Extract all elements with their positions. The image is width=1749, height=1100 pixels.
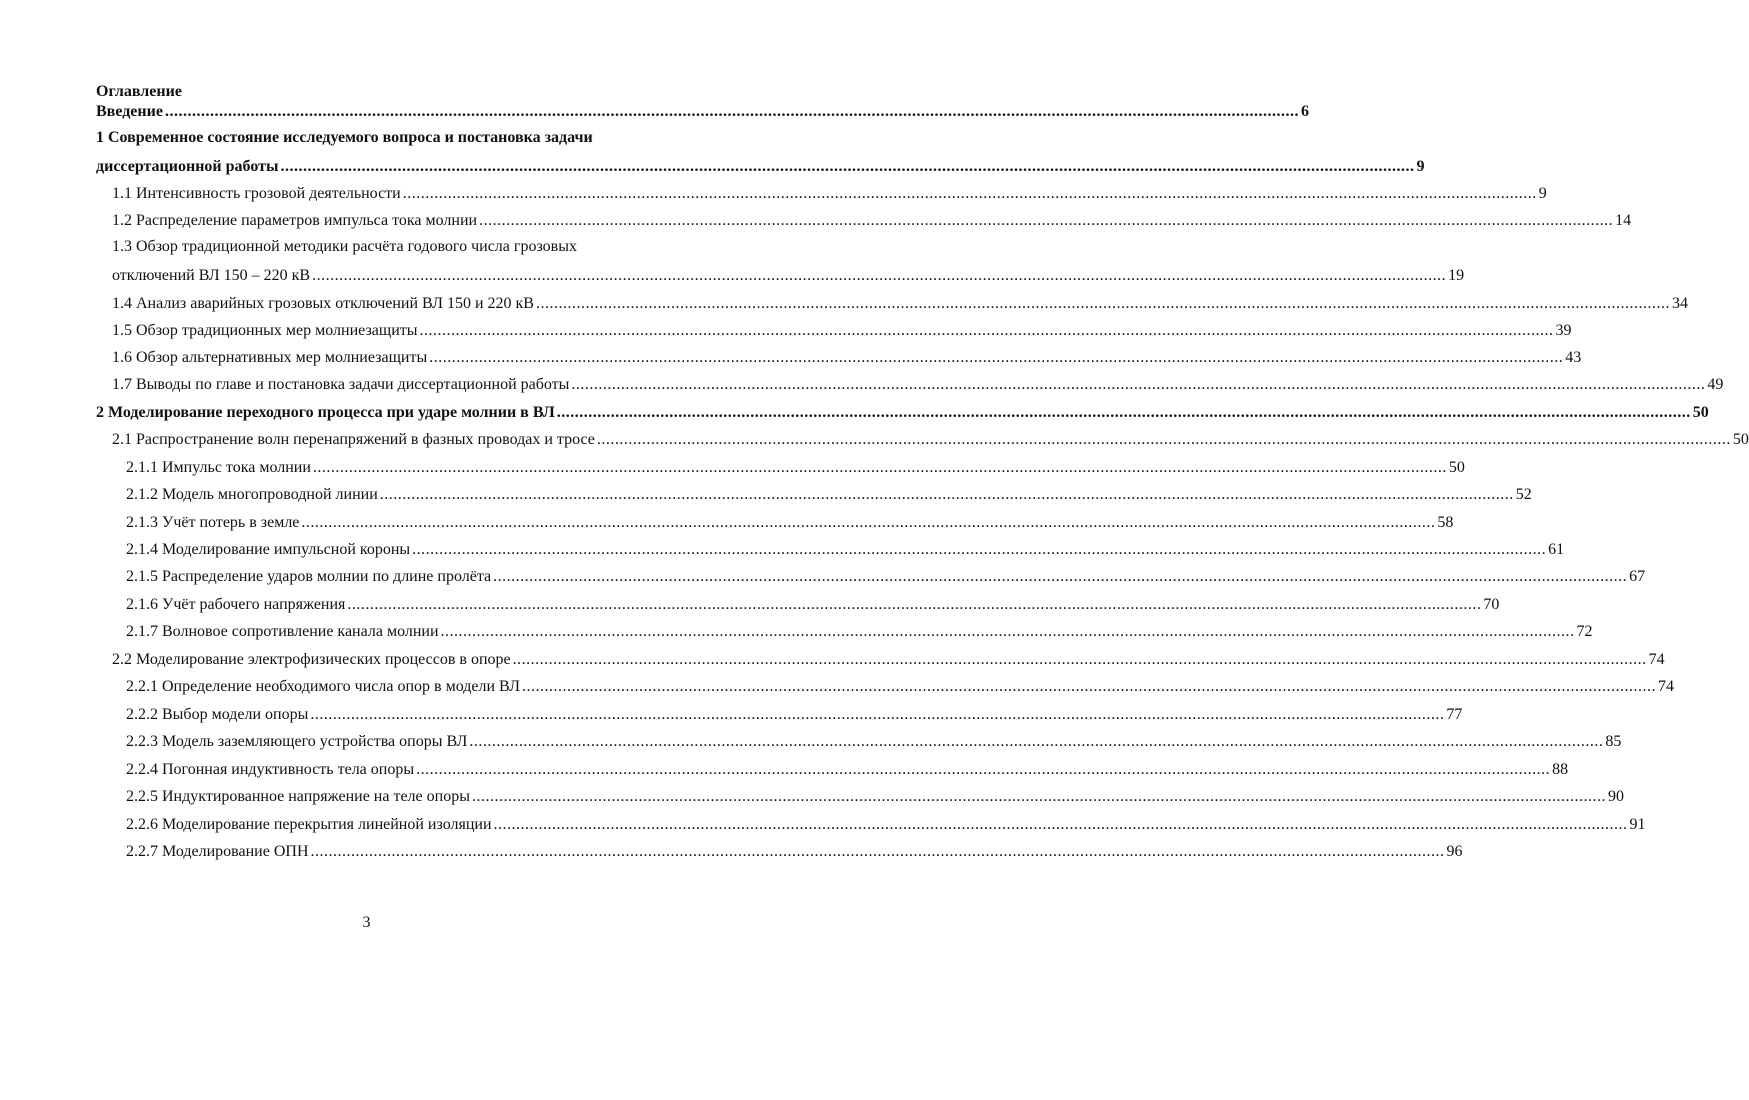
toc-leader: ............................................................................................................................................................................................................................................................: [429, 349, 1564, 366]
toc-entry-page: 50: [1448, 459, 1465, 476]
toc-entry-2-1-6[interactable]: [126, 593, 1500, 615]
toc-entry-title: отключений ВЛ 150 – 220 кВ: [112, 267, 311, 284]
toc-leader: ............................................................................................................................................................................................................................................................: [419, 322, 1554, 339]
toc-entry-1-2[interactable]: [112, 209, 1632, 231]
toc-entry-title: 2.1.6 Учёт рабочего напряжения: [126, 596, 346, 613]
toc-entry-title: 2.1.1 Импульс тока молнии: [126, 459, 311, 476]
toc-entry-title: 2 Моделирование переходного процесса при ударе молнии в ВЛ: [96, 404, 555, 421]
toc-leader: ............................................................................................................................................................................................................................................................: [596, 431, 1731, 448]
toc-entry-chapter-1-line1: 1 Современное состояние исследуемого вопроса и постановка задачи: [96, 129, 593, 146]
toc-leader: ............................................................................................................................................................................................................................................................: [493, 816, 1628, 833]
toc-entry-page: 52: [1515, 486, 1532, 503]
toc-entry-2-1-4[interactable]: [126, 538, 1565, 560]
toc-entry-title: 1.4 Анализ аварийных грозовых отключений ВЛ 150 и 220 кВ: [112, 295, 534, 312]
toc-entry-2-2-7[interactable]: [126, 840, 1463, 862]
toc-entry-2-1-1[interactable]: [126, 456, 1465, 478]
toc-leader: ............................................................................................................................................................................................................................................................: [347, 596, 1482, 613]
toc-entry-2-2-2[interactable]: [126, 703, 1463, 725]
toc-leader: ............................................................................................................................................................................................................................................................: [379, 486, 1514, 503]
toc-leader: ............................................................................................................................................................................................................................................................: [479, 212, 1614, 229]
toc-entry-title: 1.2 Распределение параметров импульса тока молнии: [112, 212, 478, 229]
toc-entry-2-1-5[interactable]: [126, 565, 1646, 587]
toc-entry-title: 2.2.7 Моделирование ОПН: [126, 843, 309, 860]
toc-entry-page: 49: [1707, 376, 1724, 393]
toc-leader: ............................................................................................................................................................................................................................................................: [280, 158, 1415, 175]
toc-entry-title: 1.6 Обзор альтернативных мер молниезащиты: [112, 349, 428, 366]
toc-entry-page: 6: [1300, 103, 1309, 120]
toc-entry-page: 50: [1692, 404, 1709, 421]
toc-entry-1-3[interactable]: [112, 264, 1465, 286]
toc-entry-page: 77: [1446, 706, 1463, 723]
toc-entry-1-3-line1: 1.3 Обзор традиционной методики расчёта годового числа грозовых: [112, 238, 577, 255]
toc-entry-title: 2.1.3 Учёт потерь в земле: [126, 514, 300, 531]
toc-entry-chapter-1[interactable]: [96, 155, 1425, 177]
toc-leader: ............................................................................................................................................................................................................................................................: [571, 376, 1706, 393]
toc-entry-title: 2.2.5 Индуктированное напряжение на теле опоры: [126, 788, 470, 805]
toc-entry-1-5[interactable]: [112, 319, 1572, 341]
toc-entry-2-2-5[interactable]: [126, 785, 1624, 807]
toc-entry-title: 1.7 Выводы по главе и постановка задачи диссертационной работы: [112, 376, 570, 393]
toc-leader: ............................................................................................................................................................................................................................................................: [310, 843, 1445, 860]
toc-leader: ............................................................................................................................................................................................................................................................: [471, 788, 1606, 805]
toc-entry-intro[interactable]: [96, 100, 1309, 122]
toc-entry-page: 43: [1565, 349, 1582, 366]
toc-entry-page: 9: [1538, 185, 1547, 202]
toc-entry-page: 50: [1732, 431, 1749, 448]
toc-leader: ............................................................................................................................................................................................................................................................: [301, 514, 1436, 531]
toc-leader: ............................................................................................................................................................................................................................................................: [440, 623, 1575, 640]
toc-leader: ............................................................................................................................................................................................................................................................: [535, 295, 1670, 312]
toc-leader: ............................................................................................................................................................................................................................................................: [493, 568, 1628, 585]
toc-entry-2-1-7[interactable]: [126, 620, 1593, 642]
toc-entry-title: 2.2.4 Погонная индуктивность тела опоры: [126, 761, 415, 778]
toc-entry-page: 74: [1657, 678, 1674, 695]
toc-entry-page: 74: [1648, 651, 1665, 668]
toc-entry-page: 91: [1629, 816, 1646, 833]
toc-entry-page: 9: [1416, 158, 1425, 175]
toc-entry-page: 34: [1671, 295, 1688, 312]
toc-heading: Оглавление: [96, 83, 182, 100]
toc-entry-chapter-2[interactable]: [96, 401, 1709, 423]
toc-entry-title: 2.2.6 Моделирование перекрытия линейной изоляции: [126, 816, 492, 833]
toc-entry-page: 96: [1446, 843, 1463, 860]
toc-entry-page: 88: [1552, 761, 1569, 778]
toc-leader: ............................................................................................................................................................................................................................................................: [310, 706, 1445, 723]
toc-entry-page: 85: [1605, 733, 1622, 750]
toc-leader: ............................................................................................................................................................................................................................................................: [416, 761, 1551, 778]
toc-entry-page: 70: [1483, 596, 1500, 613]
toc-leader: ............................................................................................................................................................................................................................................................: [469, 733, 1604, 750]
toc-leader: ............................................................................................................................................................................................................................................................: [512, 651, 1647, 668]
toc-entry-title: 2.2.3 Модель заземляющего устройства опоры ВЛ: [126, 733, 468, 750]
toc-entry-page: 61: [1548, 541, 1565, 558]
page-number: 3: [362, 914, 371, 931]
toc-entry-page: 72: [1576, 623, 1593, 640]
toc-entry-title: 1.5 Обзор традиционных мер молниезащиты: [112, 322, 418, 339]
toc-entry-page: 90: [1607, 788, 1624, 805]
toc-entry-page: 58: [1437, 514, 1454, 531]
toc-entry-title: 2.1.2 Модель многопроводной линии: [126, 486, 378, 503]
toc-entry-1-7[interactable]: [112, 373, 1724, 395]
toc-entry-title: 2.2 Моделирование электрофизических процессов в опоре: [112, 651, 511, 668]
toc-entry-page: 14: [1615, 212, 1632, 229]
toc-entry-title: 2.1.5 Распределение ударов молнии по длине пролёта: [126, 568, 492, 585]
toc-entry-page: 39: [1555, 322, 1572, 339]
toc-entry-title: 2.1.4 Моделирование импульсной короны: [126, 541, 411, 558]
toc-leader: ............................................................................................................................................................................................................................................................: [521, 678, 1656, 695]
toc-leader: ............................................................................................................................................................................................................................................................: [412, 541, 1547, 558]
toc-leader: ............................................................................................................................................................................................................................................................: [402, 185, 1537, 202]
toc-entry-title: 2.2.1 Определение необходимого числа опор в модели ВЛ: [126, 678, 520, 695]
toc-entry-page: 67: [1629, 568, 1646, 585]
toc-leader: ............................................................................................................................................................................................................................................................: [312, 267, 1447, 284]
toc-entry-title: 1.1 Интенсивность грозовой деятельности: [112, 185, 401, 202]
toc-entry-2-1-2[interactable]: [126, 483, 1532, 505]
toc-entry-page: 19: [1448, 267, 1465, 284]
toc-entry-title: 2.1 Распространение волн перенапряжений в фазных проводах и тросе: [112, 431, 595, 448]
toc-entry-title: диссертационной работы: [96, 158, 279, 175]
toc-entry-title: 2.1.7 Волновое сопротивление канала молнии: [126, 623, 439, 640]
toc-entry-2-2-3[interactable]: [126, 730, 1622, 752]
toc-entry-2-2-6[interactable]: [126, 813, 1646, 835]
toc-leader: ............................................................................................................................................................................................................................................................: [312, 459, 1447, 476]
toc-entry-2-2-1[interactable]: [126, 675, 1674, 697]
toc-entry-2-2-4[interactable]: [126, 758, 1569, 780]
toc-entry-1-4[interactable]: [112, 292, 1688, 314]
toc-entry-2-2[interactable]: [112, 648, 1665, 670]
toc-entry-2-1[interactable]: [112, 428, 1749, 450]
toc-entry-1-6[interactable]: [112, 346, 1582, 368]
toc-entry-1-1[interactable]: [112, 182, 1547, 204]
toc-entry-title: 2.2.2 Выбор модели опоры: [126, 706, 309, 723]
toc-leader: ............................................................................................................................................................................................................................................................: [556, 404, 1691, 421]
toc-entry-2-1-3[interactable]: [126, 511, 1454, 533]
toc-entry-title: Введение: [96, 103, 163, 120]
toc-leader: ............................................................................................................................................................................................................................................................: [164, 103, 1299, 120]
